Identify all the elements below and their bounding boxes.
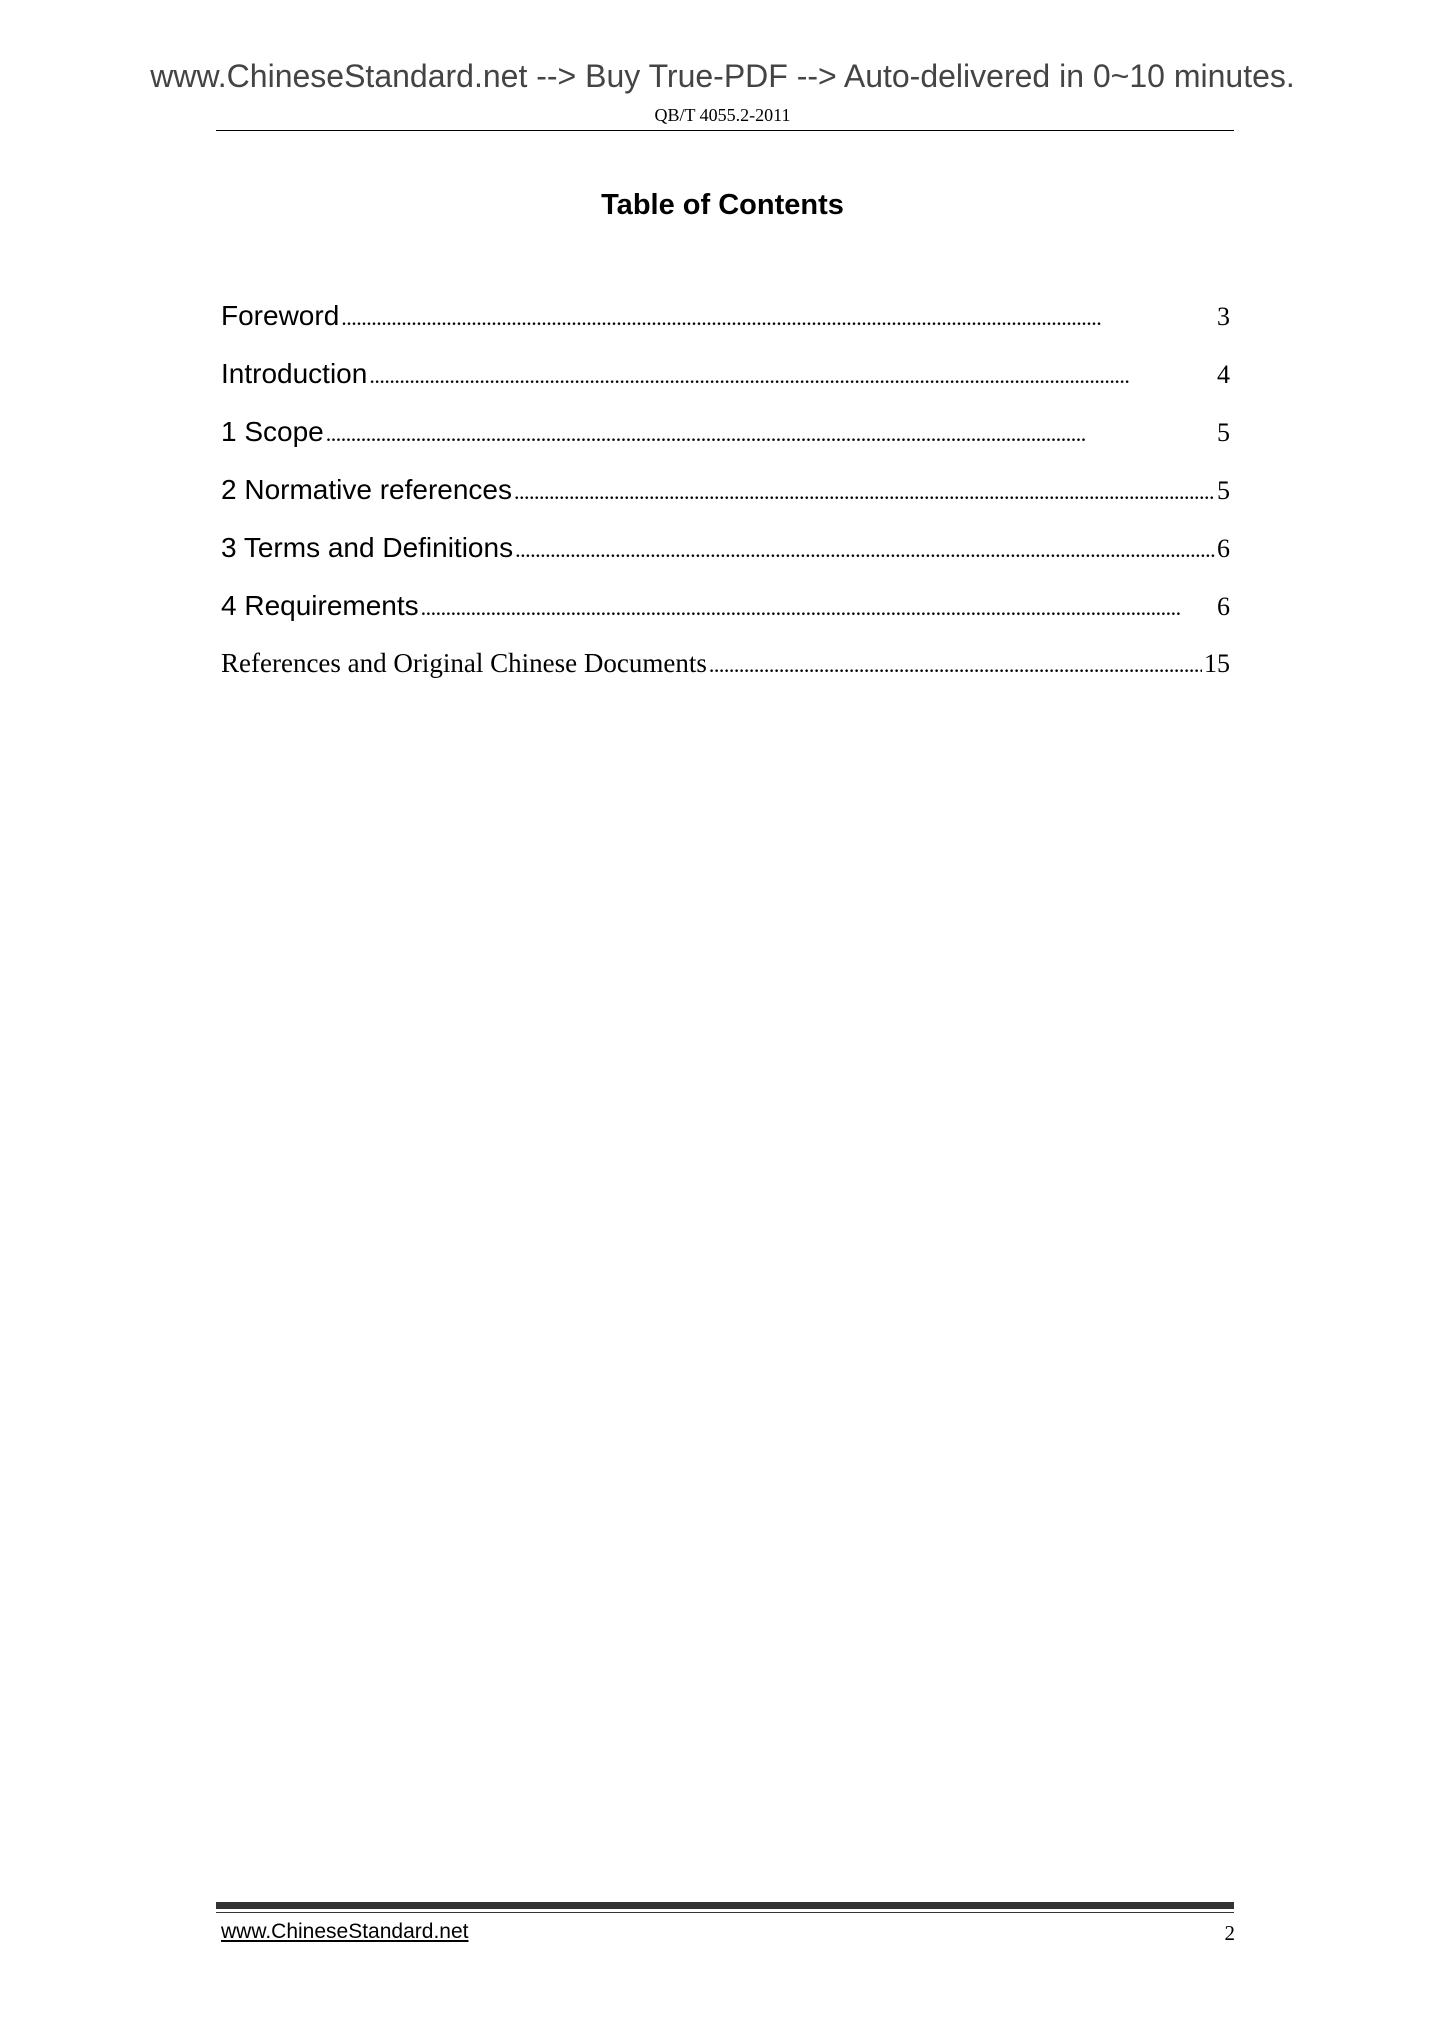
toc-leader-dots	[515, 537, 1215, 563]
toc-leader-dots	[514, 479, 1215, 505]
toc-entry-normative-references[interactable]	[221, 474, 1230, 532]
table-of-contents	[221, 300, 1230, 706]
toc-entry-label: Introduction	[221, 358, 368, 389]
toc-entry-page: 4	[1217, 360, 1230, 389]
toc-entry-references[interactable]	[221, 648, 1230, 706]
footer-page-number: 2	[1224, 1921, 1235, 1945]
toc-entry-page: 3	[1217, 302, 1230, 331]
toc-entry-label: 4 Requirements	[221, 590, 419, 621]
toc-entry-page: 15	[1204, 649, 1230, 678]
toc-entry-label: 1 Scope	[221, 416, 324, 447]
toc-entry-requirements[interactable]	[221, 590, 1230, 648]
toc-leader-dots	[326, 421, 1215, 447]
toc-entry-page: 5	[1217, 476, 1230, 505]
toc-entry-label: Foreword	[221, 300, 340, 331]
header-banner-link[interactable]: www.ChineseStandard.net --> Buy True-PDF --> Auto-delivered in 0~10 minutes.	[150, 58, 1295, 94]
toc-entry-page: 6	[1217, 592, 1230, 621]
page-title: Table of Contents	[601, 189, 844, 221]
standard-code: QB/T 4055.2-2011	[654, 105, 791, 125]
footer-divider-thick	[216, 1902, 1234, 1909]
footer-divider-thin	[216, 1912, 1234, 1913]
toc-entry-scope[interactable]	[221, 416, 1230, 474]
toc-entry-foreword[interactable]	[221, 300, 1230, 358]
toc-leader-dots	[709, 652, 1202, 678]
toc-entry-label: 2 Normative references	[221, 474, 513, 505]
toc-entry-page: 6	[1217, 534, 1230, 563]
toc-entry-terms-and-definitions[interactable]	[221, 532, 1230, 590]
toc-entry-label: References and Original Chinese Documents	[221, 648, 707, 678]
toc-entry-introduction[interactable]	[221, 358, 1230, 416]
footer-link[interactable]: www.ChineseStandard.net	[221, 1920, 469, 1943]
toc-entry-page: 5	[1217, 418, 1230, 447]
toc-leader-dots	[421, 595, 1215, 621]
toc-leader-dots	[341, 305, 1215, 331]
toc-entry-label: 3 Terms and Definitions	[221, 532, 514, 563]
toc-leader-dots	[369, 363, 1215, 389]
header-divider	[216, 130, 1234, 131]
